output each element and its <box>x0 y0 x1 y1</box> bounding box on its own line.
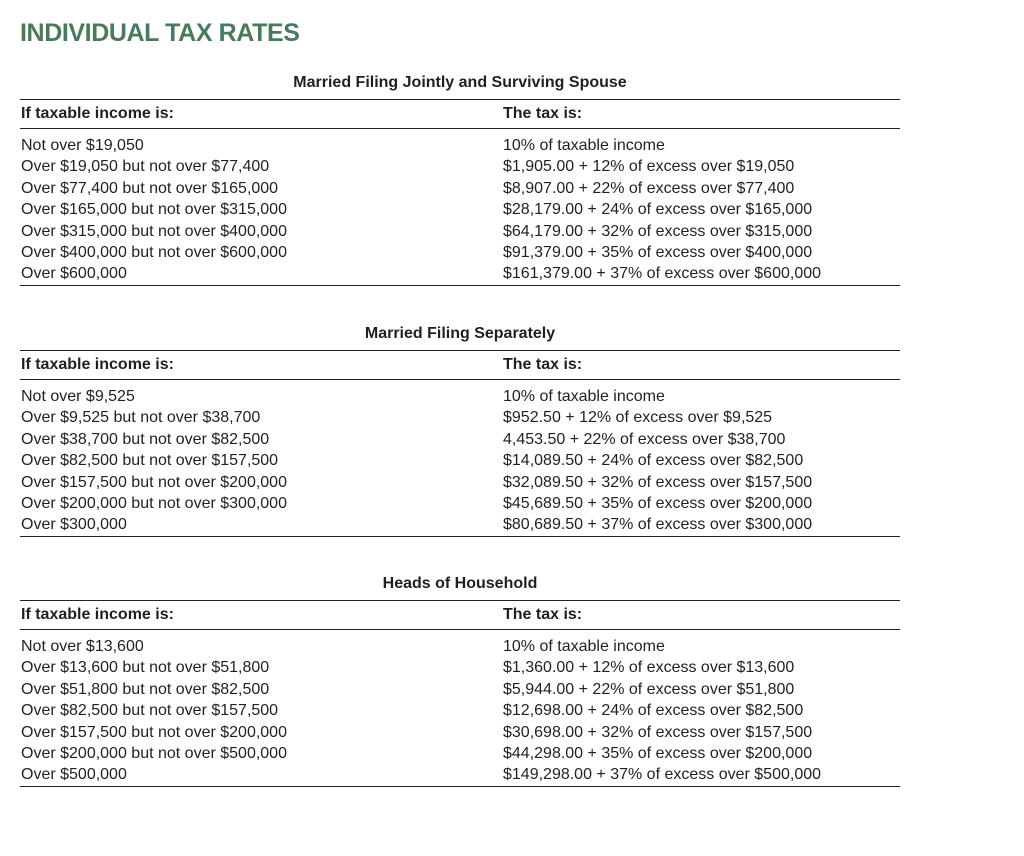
income-bracket: Over $165,000 but not over $315,000 <box>21 201 287 219</box>
income-bracket: Over $13,600 but not over $51,800 <box>21 659 270 677</box>
tax-column-header: The tax is: <box>502 601 900 630</box>
tax-amount: $12,698.00 + 24% of excess over $82,500 <box>503 702 804 720</box>
tax-amount: 10% of taxable income <box>503 137 665 154</box>
income-bracket: Over $157,500 but not over $200,000 <box>21 723 287 741</box>
income-bracket: Over $19,050 but not over $77,400 <box>21 158 270 176</box>
income-bracket: Over $400,000 but not over $600,000 <box>21 244 287 262</box>
income-bracket: Not over $13,600 <box>21 638 144 655</box>
income-bracket: Over $9,525 but not over $38,700 <box>21 409 261 427</box>
tax-amount: 10% of taxable income <box>503 638 665 655</box>
tax-amount: 10% of taxable income <box>503 388 665 405</box>
tax-amount: $28,179.00 + 24% of excess over $165,000 <box>503 201 813 219</box>
table-row <box>20 221 900 242</box>
table-row <box>20 450 900 471</box>
tax-rate-table <box>20 99 900 286</box>
table-row <box>20 722 900 743</box>
tax-amount: $8,907.00 + 22% of excess over $77,400 <box>503 179 795 197</box>
table-row <box>20 263 900 285</box>
income-bracket: Over $77,400 but not over $165,000 <box>21 179 279 197</box>
income-bracket: Not over $9,525 <box>21 388 135 405</box>
tax-amount: $80,689.50 + 37% of excess over $300,000 <box>502 514 900 536</box>
income-bracket: Over $157,500 but not over $200,000 <box>21 473 287 491</box>
table-row <box>20 514 900 536</box>
section-title: Married Filing Jointly and Surviving Spouse <box>293 74 627 91</box>
table-row <box>20 743 900 764</box>
tax-amount: $149,298.00 + 37% of excess over $500,000 <box>502 764 900 786</box>
tax-amount: $44,298.00 + 35% of excess over $200,000 <box>503 745 813 763</box>
tax-amount: $952.50 + 12% of excess over $9,525 <box>503 409 773 427</box>
income-bracket: Over $600,000 <box>20 263 502 285</box>
section-title: Heads of Household <box>382 575 538 592</box>
income-bracket: Over $200,000 but not over $500,000 <box>21 745 287 763</box>
income-bracket: Over $82,500 but not over $157,500 <box>21 452 279 470</box>
table-row <box>20 764 900 786</box>
page-title: INDIVIDUAL TAX RATES <box>20 19 300 47</box>
table-row <box>20 407 900 428</box>
table-row <box>20 630 900 658</box>
income-column-header: If taxable income is: <box>20 100 502 129</box>
table-header-row <box>20 601 900 630</box>
tax-amount: $1,905.00 + 12% of excess over $19,050 <box>503 158 795 176</box>
table-row <box>20 178 900 199</box>
table-row <box>20 129 900 157</box>
income-bracket: Over $82,500 but not over $157,500 <box>21 702 279 720</box>
table-row <box>20 700 900 721</box>
table-header-row <box>20 100 900 129</box>
tax-rate-table <box>20 350 900 537</box>
tax-rate-table <box>20 600 900 787</box>
tax-amount: 4,453.50 + 22% of excess over $38,700 <box>503 430 786 448</box>
income-column-header: If taxable income is: <box>20 601 502 630</box>
tax-column-header: The tax is: <box>502 351 900 380</box>
table-row <box>20 242 900 263</box>
table-header-row <box>20 351 900 380</box>
section-title: Married Filing Separately <box>364 325 556 342</box>
income-column-header: If taxable income is: <box>20 351 502 380</box>
table-row <box>20 472 900 493</box>
tax-amount: $32,089.50 + 32% of excess over $157,500 <box>503 473 813 491</box>
table-row <box>20 679 900 700</box>
tax-amount: $5,944.00 + 22% of excess over $51,800 <box>503 680 795 698</box>
income-bracket: Over $38,700 but not over $82,500 <box>21 430 270 448</box>
income-bracket: Over $51,800 but not over $82,500 <box>21 680 270 698</box>
tax-amount: $45,689.50 + 35% of excess over $200,000 <box>503 495 813 513</box>
table-row <box>20 156 900 177</box>
income-bracket: Not over $19,050 <box>21 137 144 154</box>
income-bracket: Over $500,000 <box>20 764 502 786</box>
table-row <box>20 657 900 678</box>
tax-amount: $30,698.00 + 32% of excess over $157,500 <box>503 723 813 741</box>
income-bracket: Over $200,000 but not over $300,000 <box>21 495 287 513</box>
table-row <box>20 493 900 514</box>
tax-amount: $161,379.00 + 37% of excess over $600,000 <box>502 263 900 285</box>
tax-amount: $91,379.00 + 35% of excess over $400,000 <box>503 244 813 262</box>
income-bracket: Over $300,000 <box>20 514 502 536</box>
table-row <box>20 429 900 450</box>
tax-column-header: The tax is: <box>502 100 900 129</box>
table-row <box>20 380 900 408</box>
tax-amount: $1,360.00 + 12% of excess over $13,600 <box>503 659 795 677</box>
tax-amount: $14,089.50 + 24% of excess over $82,500 <box>503 452 804 470</box>
tax-amount: $64,179.00 + 32% of excess over $315,000 <box>503 222 813 240</box>
income-bracket: Over $315,000 but not over $400,000 <box>21 222 287 240</box>
table-row <box>20 199 900 220</box>
